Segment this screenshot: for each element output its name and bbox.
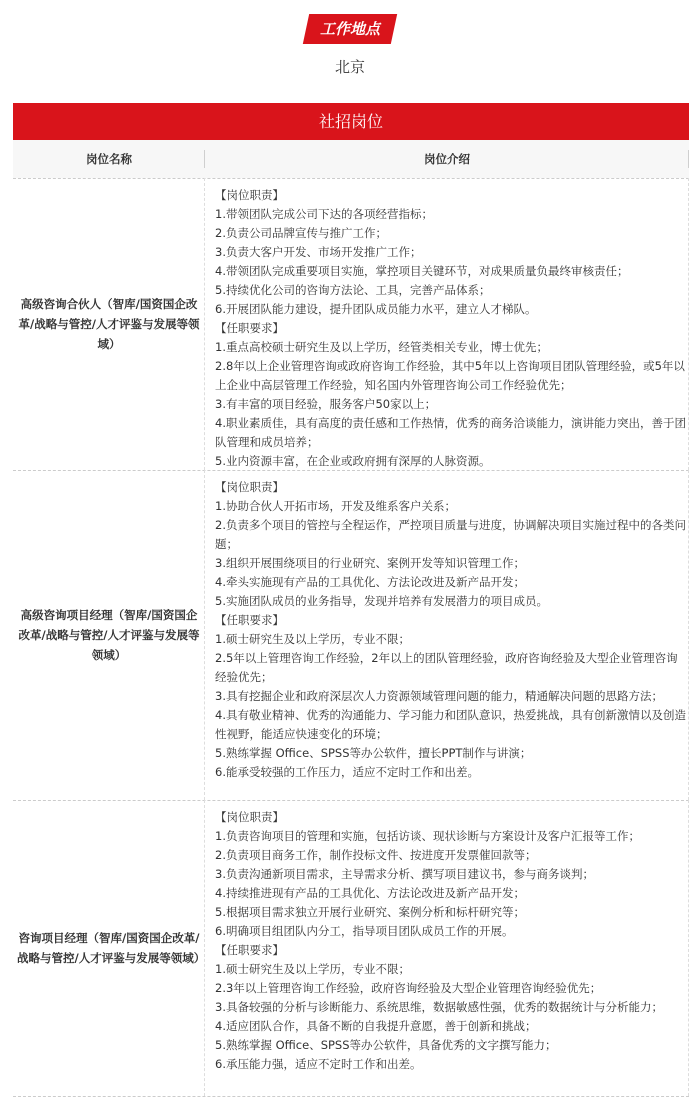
row-right-border bbox=[688, 470, 689, 800]
intro-line: 5.持续优化公司的咨询方法论、工具，完善产品体系； bbox=[215, 283, 491, 297]
intro-line: 3.有丰富的项目经验，服务客户50家以上； bbox=[215, 397, 437, 411]
intro-line: 2.负责项目商务工作，制作投标文件、按进度开发票催回款等； bbox=[215, 848, 537, 862]
intro-line: 【任职要求】 bbox=[215, 943, 284, 957]
intro-line: 1.硕士研究生及以上学历，专业不限； bbox=[215, 962, 410, 976]
section-badge-label: 工作地点 bbox=[319, 20, 380, 38]
position-intro bbox=[215, 800, 687, 1074]
position-name: 咨询项目经理（智库/国资国企改革/战略与管控/人才评鉴与发展等领域） bbox=[17, 931, 206, 965]
intro-line: 【任职要求】 bbox=[215, 321, 284, 335]
position-name: 高级咨询合伙人（智库/国资国企改革/战略与管控/人才评鉴与发展等领域） bbox=[18, 297, 200, 351]
table-title: 社招岗位 bbox=[13, 103, 689, 140]
column-header-intro: 岗位介绍 bbox=[424, 152, 470, 166]
work-location: 北京 bbox=[334, 58, 365, 76]
intro-line: 4.职业素质佳，具有高度的责任感和工作热情，优秀的商务洽谈能力，演讲能力突出，善于团队管理和成员培养； bbox=[215, 416, 686, 449]
table-row bbox=[13, 800, 689, 1096]
section-badge-wrap bbox=[0, 14, 700, 44]
intro-line: 5.熟练掌握 Office、SPSS等办公软件，擅长PPT制作与讲演； bbox=[215, 746, 532, 760]
column-divider-right bbox=[688, 150, 689, 168]
intro-line: 1.协助合伙人开拓市场，开发及维系客户关系； bbox=[215, 499, 456, 513]
intro-line: 4.带领团队完成重要项目实施，掌控项目关键环节，对成果质量负最终审核责任； bbox=[215, 264, 629, 278]
intro-line: 6.明确项目组团队内分工，指导项目团队成员工作的开展。 bbox=[215, 924, 514, 938]
intro-line: 4.具有敬业精神、优秀的沟通能力、学习能力和团队意识，热爱挑战，具有创新激情以及创造性视野，能适应快速变化的环境； bbox=[215, 708, 686, 741]
intro-line: 1.负责咨询项目的管理和实施，包括访谈、现状诊断与方案设计及客户汇报等工作； bbox=[215, 829, 640, 843]
intro-line: 6.承压能力强，适应不定时工作和出差。 bbox=[215, 1057, 422, 1071]
intro-line: 4.牵头实施现有产品的工具优化、方法论改进及新产品开发； bbox=[215, 575, 525, 589]
intro-line: 【岗位职责】 bbox=[215, 810, 284, 824]
intro-line: 2.8年以上企业管理咨询或政府咨询工作经验，其中5年以上咨询项目团队管理经验，或5年以上企业中高层管理工作经验，知名国内外管理咨询公司工作经验优先； bbox=[215, 359, 685, 392]
intro-line: 5.根据项目需求独立开展行业研究、案例分析和标杆研究等； bbox=[215, 905, 525, 919]
intro-line: 1.重点高校硕士研究生及以上学历，经管类相关专业，博士优先； bbox=[215, 340, 548, 354]
column-header-position: 岗位名称 bbox=[86, 152, 132, 166]
table-bottom bbox=[13, 1096, 689, 1098]
position-name: 高级咨询项目经理（智库/国资国企改革/战略与管控/人才评鉴与发展等领域） bbox=[18, 608, 200, 662]
intro-line: 3.具备较强的分析与诊断能力、系统思维，数据敏感性强，优秀的数据统计与分析能力； bbox=[215, 1000, 663, 1014]
intro-line: 【任职要求】 bbox=[215, 613, 284, 627]
intro-line: 3.负责大客户开发、市场开发推广工作； bbox=[215, 245, 422, 259]
intro-line: 3.组织开展围绕项目的行业研究、案例开发等知识管理工作； bbox=[215, 556, 525, 570]
intro-line: 1.带领团队完成公司下达的各项经营指标； bbox=[215, 207, 433, 221]
intro-line: 5.实施团队成员的业务指导，发现并培养有发展潜力的项目成员。 bbox=[215, 594, 548, 608]
intro-line: 3.具有挖掘企业和政府深层次人力资源领域管理问题的能力，精通解决问题的思路方法； bbox=[215, 689, 663, 703]
row-divider bbox=[13, 1096, 689, 1097]
intro-line: 6.能承受较强的工作压力，适应不定时工作和出差。 bbox=[215, 765, 479, 779]
intro-line: 【岗位职责】 bbox=[215, 188, 284, 202]
intro-line: 4.持续推进现有产品的工具优化、方法论改进及新产品开发； bbox=[215, 886, 525, 900]
column-header-row bbox=[13, 140, 689, 178]
intro-line: 6.开展团队能力建设，提升团队成员能力水平，建立人才梯队。 bbox=[215, 302, 537, 316]
intro-line: 5.熟练掌握 Office、SPSS等办公软件，具备优秀的文字撰写能力； bbox=[215, 1038, 557, 1052]
intro-line: 【岗位职责】 bbox=[215, 480, 284, 494]
intro-line: 2.5年以上管理咨询工作经验，2年以上的团队管理经验，政府咨询经验及大型企业管理咨询经验优先； bbox=[215, 651, 678, 684]
intro-line: 4.适应团队合作，具备不断的自我提升意愿，善于创新和挑战； bbox=[215, 1019, 537, 1033]
intro-line: 2.3年以上管理咨询工作经验，政府咨询经验及大型企业管理咨询经验优先； bbox=[215, 981, 602, 995]
table-row bbox=[13, 178, 689, 470]
jobs-table bbox=[13, 103, 689, 1071]
table-row bbox=[13, 470, 689, 800]
intro-line: 2.负责多个项目的管控与全程运作，严控项目质量与进度，协调解决项目实施过程中的各类问题； bbox=[215, 518, 686, 551]
position-intro bbox=[215, 470, 687, 782]
intro-line: 5.业内资源丰富，在企业或政府拥有深厚的人脉资源。 bbox=[215, 454, 491, 468]
intro-line: 1.硕士研究生及以上学历，专业不限； bbox=[215, 632, 410, 646]
position-intro bbox=[215, 178, 687, 471]
row-right-border bbox=[688, 178, 689, 470]
row-right-border bbox=[688, 800, 689, 1096]
intro-line: 3.负责沟通新项目需求，主导需求分析、撰写项目建议书，参与商务谈判； bbox=[215, 867, 594, 881]
intro-line: 2.负责公司品牌宣传与推广工作； bbox=[215, 226, 387, 240]
